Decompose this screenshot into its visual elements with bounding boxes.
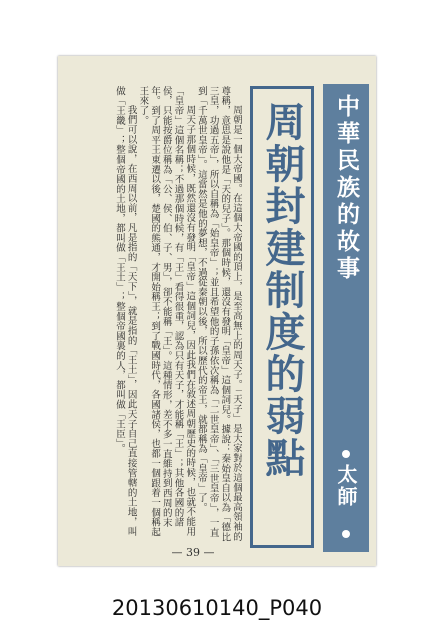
article-title: 周朝封建制度的弱點 [259,101,305,479]
series-title: 中華民族的故事 [333,94,359,283]
author-name: 太師 [334,464,358,508]
paragraph: 我們可以說，在西周以前，凡是指的「天下」，就是指的「王土」，因此天子自己直接管轄的土地，叫做「王畿」；整個帝國的土地，都叫做「王土」；整個帝國裏的人，都叫做「王臣」。 [113,86,137,537]
bullet-dot-icon [342,530,350,538]
series-banner [323,84,369,552]
archive-id-caption: 20130610140_P040 [111,596,323,620]
paragraph: 周天子那個時候，既然還沒有發明「皇帝」這個詞兒，因此我們在敘述周朝歷史的時候，也就不能用「皇帝」這個名稱；不過那個時候，有「王」看得很重，認為只有天子，才能稱「王」；其他各國的諸侯，只能按爵位稱為「公、侯、伯、子、男」，卻不能稱「王」。這種情形，差不多一直維持到西周的末年。到了周平王東遷以後，楚國的熊通，才開始稱王；到了戰國時代，各國諸侯，也都一個跟着一個稱起王來了。 [137,86,196,537]
bullet-dot-icon [342,450,350,458]
article-title-box [250,86,314,548]
page-number: — 39 — [171,546,215,559]
article-body [78,86,242,546]
paragraph: 周朝是一個大帝國。在這個大帝國的頂上，是至高無上的周天子。「天子」是大家對於這個最高領袖的尊稱，意思是說他是「天的兒子」。那個時候，還沒有發明「皇帝」這個詞兒。據說：秦始皇自以為「德比三皇，功過五帝」，所以自稱為「始皇帝」；並且希望他的子孫依次稱為「二世皇帝」、「三世皇帝」，一直到「千萬世皇帝」。這當然是他的夢想，不過從秦朝以後，所以歷代的帝王，就都稱為「皇帝」了。 [195,86,242,542]
book-page [58,56,376,566]
